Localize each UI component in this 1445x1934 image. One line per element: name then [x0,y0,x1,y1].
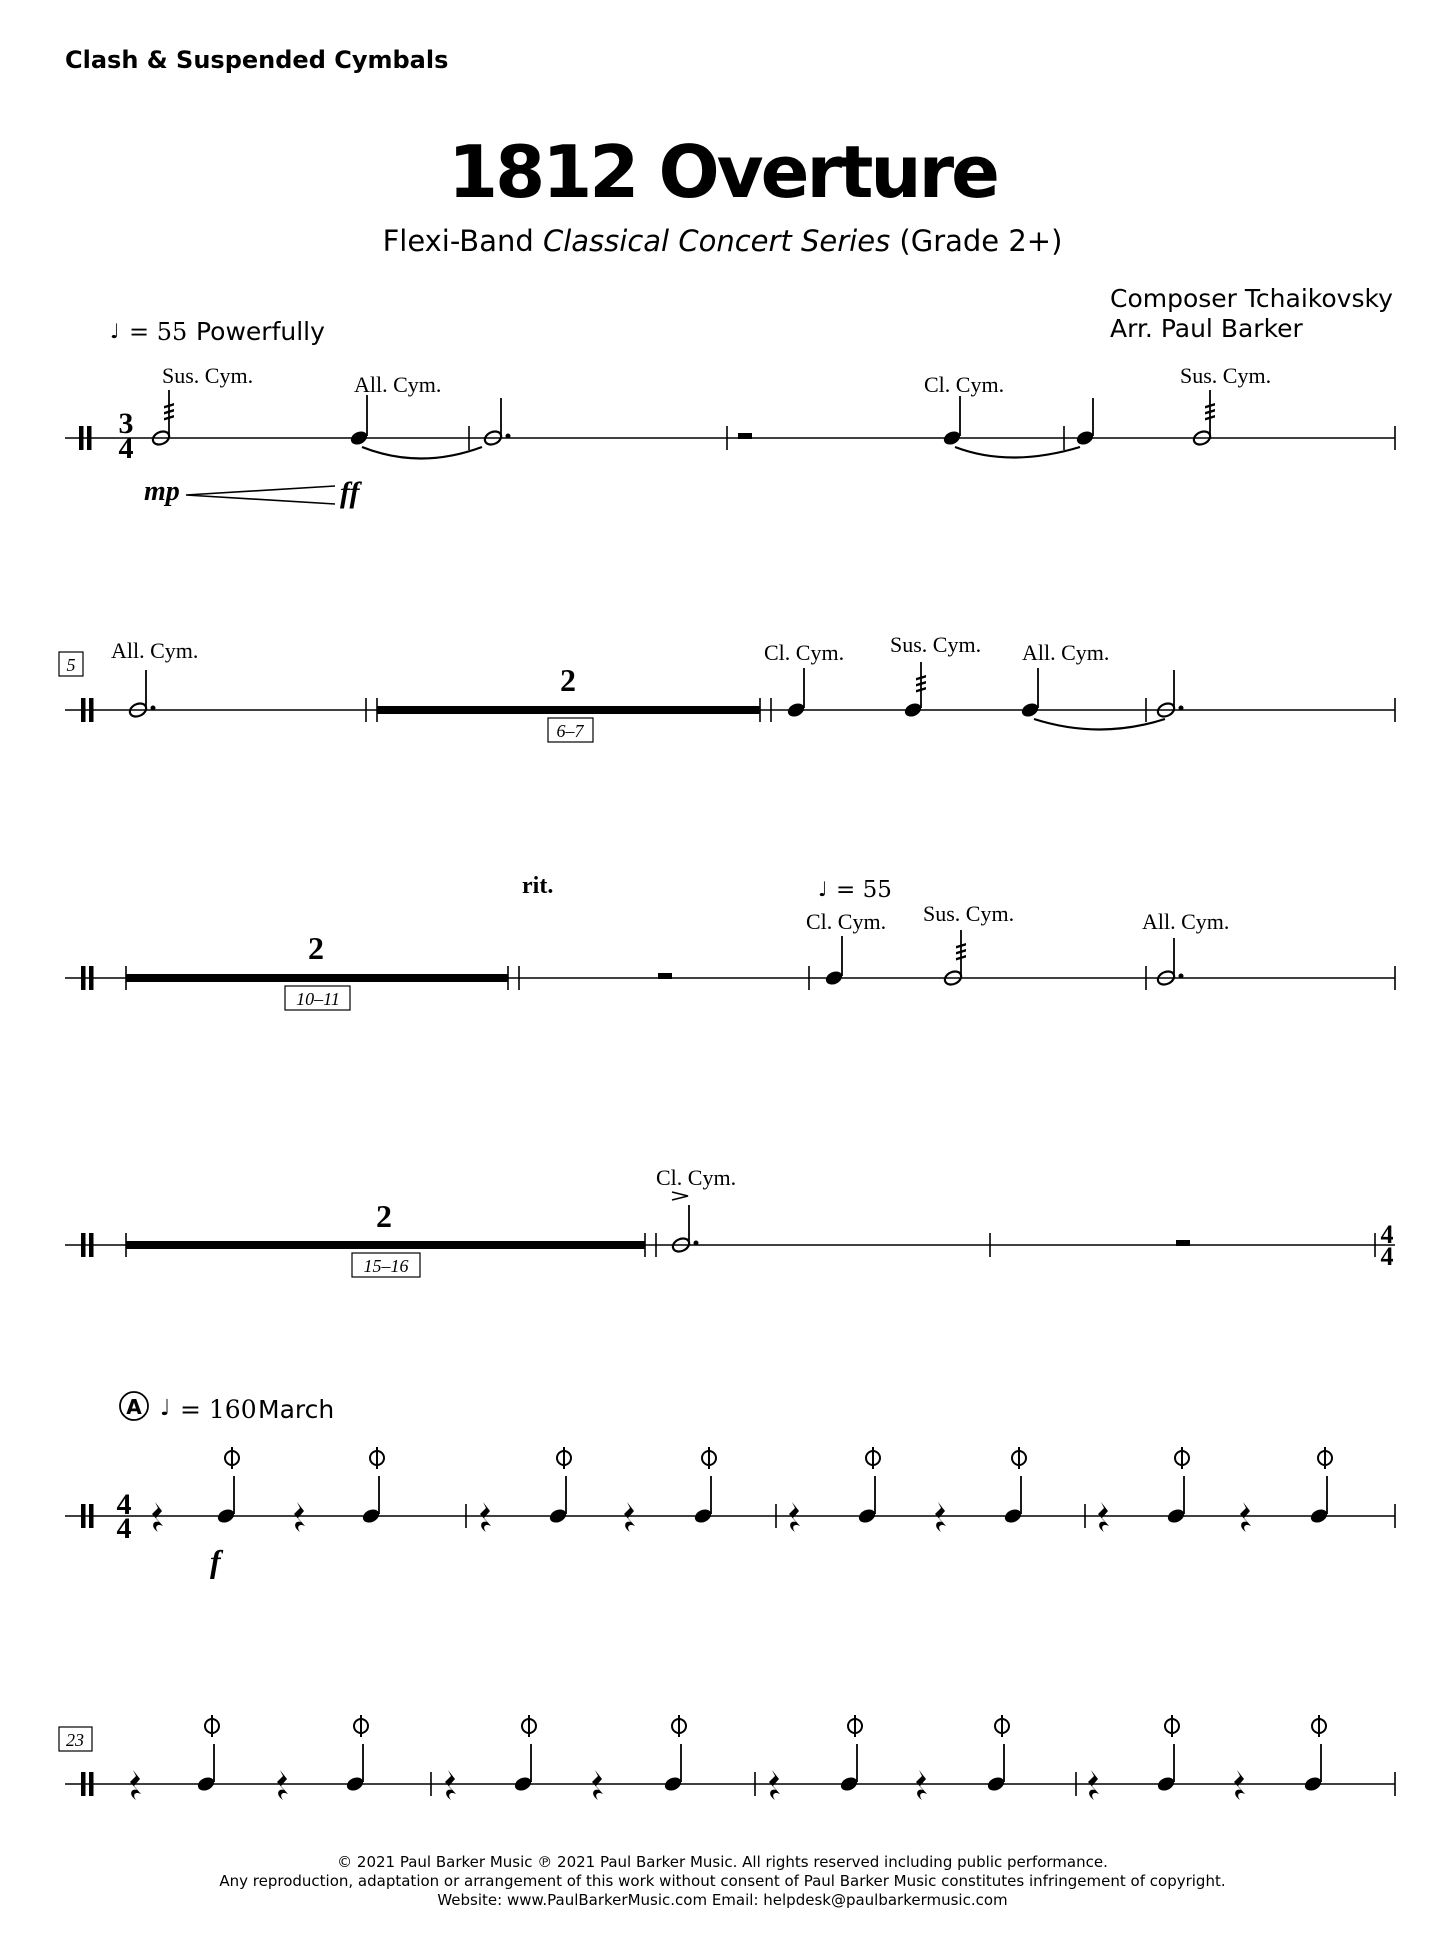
quarter-note-icon: ♩ [110,319,120,343]
open-cymbal-icon [205,1715,219,1737]
cl-cym-label: Cl. Cym. [656,1165,737,1190]
dot [151,706,156,711]
all-cym-label: All. Cym. [111,638,199,663]
multi-measure-rest-bar [126,974,508,982]
composer-credit: Composer Tchaikovsky [1110,284,1393,313]
open-cymbal-icon [225,1447,239,1469]
subtitle-series-prefix: Flexi-Band [382,224,543,258]
time-signature-bottom: 4 [1380,1242,1394,1271]
half-rest-icon [658,973,672,979]
subtitle-series-name: Classical Concert Series [542,224,891,258]
quarter-rest-icon [277,1770,288,1800]
tempo-value: = 55 [129,318,188,346]
system-5 [65,1392,1395,1579]
multi-rest-count: 2 [560,662,576,698]
tie [362,447,482,459]
time-signature-top: 3 [118,407,134,440]
cl-cym-label: Cl. Cym. [764,640,845,665]
open-cymbal-icon [1318,1447,1332,1469]
dot [506,434,511,439]
system-3 [65,873,1395,1010]
crescendo-hairpin [186,486,335,504]
arranger-credit: Arr. Paul Barker [1110,314,1303,343]
quarter-rest-icon [769,1770,780,1800]
measure-number: 23 [66,1730,84,1750]
system-6 [59,1715,1395,1800]
open-cymbal-icon [848,1715,862,1737]
half-rest-icon [738,433,752,439]
open-cymbal-icon [1175,1447,1189,1469]
tie [955,447,1080,458]
system-4 [65,1165,1395,1277]
open-cymbal-icon [557,1447,571,1469]
measure-number: 5 [66,655,76,675]
quarter-rest-icon [480,1502,491,1532]
open-cymbal-icon [354,1715,368,1737]
all-cym-label: All. Cym. [1022,640,1110,665]
all-cym-label: All. Cym. [1142,909,1230,934]
time-signature-top: 4 [116,1488,132,1521]
quarter-rest-icon [294,1502,305,1532]
tempo-text: March [258,1395,335,1424]
open-cymbal-icon [995,1715,1009,1737]
footer-line: Any reproduction, adaptation or arrangement of this work without consent of Paul Barker Music constitutes infringement of copyright. [219,1872,1226,1890]
open-cymbal-icon [866,1447,880,1469]
dynamic-ff: ff [340,476,360,509]
quarter-rest-icon [935,1502,946,1532]
time-signature-bottom: 4 [118,432,134,465]
rehearsal-mark: A [126,1395,142,1419]
quarter-rest-icon [1234,1770,1245,1800]
quarter-rest-icon [1098,1502,1109,1532]
sus-cym-label: Sus. Cym. [923,901,1015,926]
tremolo-icon [916,675,926,693]
cl-cym-label: Cl. Cym. [806,909,887,934]
multi-measure-rest-bar [377,706,760,714]
time-signature-bottom: 4 [116,1512,132,1545]
footer-line: © 2021 Paul Barker Music ℗ 2021 Paul Barker Music. All rights reserved including public performance. [337,1853,1108,1871]
part-name: Clash & Suspended Cymbals [65,46,449,74]
sus-cym-label: Sus. Cym. [890,632,982,657]
open-cymbal-icon [1165,1715,1179,1737]
rest-range: 6–7 [556,721,584,741]
sus-cym-label: Sus. Cym. [162,363,254,388]
ritardando-mark: rit. [522,873,554,899]
tempo-value: = 55 [836,877,892,903]
multi-rest-count: 2 [376,1198,392,1234]
all-cym-label: All. Cym. [354,372,442,397]
rest-range: 15–16 [363,1256,409,1276]
cl-cym-label: Cl. Cym. [924,372,1005,397]
system-2 [59,632,1395,742]
copyright-footer [0,1853,1445,1910]
quarter-rest-icon [789,1502,800,1532]
quarter-rest-icon [445,1770,456,1800]
dynamic-f: f [210,1543,221,1579]
quarter-rest-icon [130,1770,141,1800]
open-cymbal-icon [1012,1447,1026,1469]
quarter-note-icon: ♩ [160,1396,171,1421]
quarter-rest-icon [916,1770,927,1800]
open-cymbal-icon [1312,1715,1326,1737]
open-cymbal-icon [702,1447,716,1469]
sus-cym-label: Sus. Cym. [1180,363,1272,388]
multi-measure-rest-bar [126,1241,645,1249]
tremolo-icon [164,403,174,421]
subtitle-grade: (Grade 2+) [890,224,1063,258]
quarter-note-icon: ♩ [818,877,828,901]
tremolo-icon [1205,403,1215,421]
multi-rest-count: 2 [308,930,324,966]
quarter-rest-icon [592,1770,603,1800]
dot [1179,974,1184,979]
tempo-text: Powerfully [196,317,325,346]
rest-range: 10–11 [296,989,340,1009]
accent-icon [672,1192,688,1200]
system-1 [65,317,1395,509]
quarter-rest-icon [624,1502,635,1532]
half-rest-icon [1176,1240,1190,1246]
quarter-rest-icon [152,1502,163,1532]
piece-title: 1812 Overture [448,130,997,214]
open-cymbal-icon [522,1715,536,1737]
open-cymbal-icon [370,1447,384,1469]
dot [1179,706,1184,711]
time-signature-top: 4 [1380,1220,1394,1249]
dot [694,1241,699,1246]
open-cymbal-icon [672,1715,686,1737]
quarter-rest-icon [1240,1502,1251,1532]
dynamic-mp: mp [144,476,180,507]
tremolo-icon [956,943,966,961]
footer-line: Website: www.PaulBarkerMusic.com Email: helpdesk@paulbarkermusic.com [437,1891,1008,1909]
tempo-value: = 160 [180,1395,257,1424]
quarter-rest-icon [1088,1770,1099,1800]
